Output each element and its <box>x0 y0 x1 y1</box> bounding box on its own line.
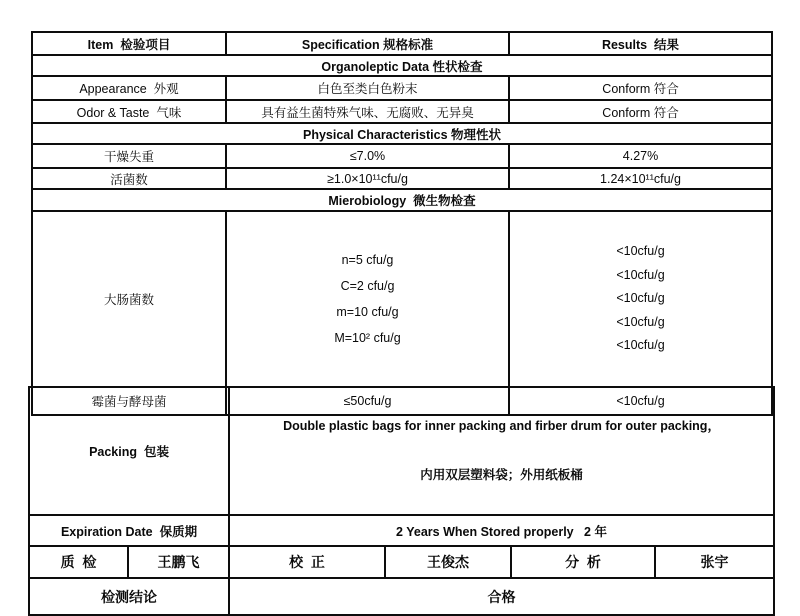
coliform-result-line: <10cfu/g <box>616 267 665 282</box>
row-coliform <box>32 211 772 387</box>
header-results: Results 结果 <box>509 32 772 55</box>
conclusion-value: 合格 <box>229 578 774 615</box>
expiration-label: Expiration Date 保质期 <box>29 515 229 546</box>
appearance-result: Conform 符合 <box>509 76 772 100</box>
expiration-value: 2 Years When Stored properly 2 年 <box>229 515 774 546</box>
coliform-spec-line: C=2 cfu/g <box>340 278 395 293</box>
section-physical-title: Physical Characteristics 物理性状 <box>32 123 772 144</box>
header-specification: Specification 规格标准 <box>226 32 509 55</box>
coliform-spec-line: M=10² cfu/g <box>334 330 401 345</box>
viable-count-result: 1.24×10¹¹cfu/g <box>509 168 772 189</box>
signature-name-proofread: 王俊杰 <box>385 546 511 578</box>
section-microbiology-title: Mierobiology 微生物检查 <box>32 189 772 211</box>
section-organoleptic-row <box>32 55 772 76</box>
signature-name-qc: 王鹏飞 <box>128 546 229 578</box>
packing-value-line2: 内用双层塑料袋；外用纸板桶 <box>420 468 583 482</box>
info-table <box>28 386 775 616</box>
row-appearance <box>32 76 772 100</box>
row-viable-count <box>32 168 772 189</box>
section-microbiology-row <box>32 189 772 211</box>
coliform-spec-line: n=5 cfu/g <box>341 252 394 267</box>
section-physical-row <box>32 123 772 144</box>
packing-value-line1: Double plastic bags for inner packing and firber drum for outer packing， <box>283 419 720 433</box>
coliform-result-line: <10cfu/g <box>616 338 665 352</box>
mold-yeast-result: <10cfu/g <box>509 387 772 415</box>
mold-yeast-spec: ≤50cfu/g <box>226 387 509 415</box>
odor-taste-spec: 具有益生菌特殊气味、无腐败、无异臭 <box>226 100 509 123</box>
mold-yeast-item: 霉菌与酵母菌 <box>32 387 226 415</box>
row-conclusion <box>29 578 774 615</box>
table-header-row <box>32 32 772 55</box>
coliform-result-line: <10cfu/g <box>616 244 665 258</box>
coliform-result <box>509 211 772 387</box>
odor-taste-result: Conform 符合 <box>509 100 772 123</box>
viable-count-item: 活菌数 <box>32 168 226 189</box>
odor-taste-item: Odor & Taste 气味 <box>32 100 226 123</box>
section-organoleptic-title: Organoleptic Data 性状检查 <box>32 55 772 76</box>
coliform-spec-lines <box>231 247 504 351</box>
conclusion-label: 检测结论 <box>29 578 229 615</box>
row-signatures <box>29 546 774 578</box>
signature-role-proofread: 校 正 <box>229 546 385 578</box>
signature-role-qc: 质 检 <box>29 546 128 578</box>
inspection-table <box>31 31 773 416</box>
appearance-spec: 白色至类白色粉末 <box>226 76 509 100</box>
packing-value <box>229 387 774 515</box>
packing-label: Packing 包装 <box>29 387 229 515</box>
loss-on-drying-result: 4.27% <box>509 144 772 168</box>
coliform-spec-line: m=10 cfu/g <box>336 304 399 319</box>
row-expiration <box>29 515 774 546</box>
coliform-spec <box>226 211 509 387</box>
coliform-result-line: <10cfu/g <box>616 314 665 329</box>
row-odor-taste <box>32 100 772 123</box>
coliform-item: 大肠菌数 <box>32 211 226 387</box>
loss-on-drying-item: 干燥失重 <box>32 144 226 168</box>
signature-role-analysis: 分 析 <box>511 546 655 578</box>
signature-name-analysis: 张宇 <box>655 546 774 578</box>
header-item: Item 检验项目 <box>32 32 226 55</box>
row-loss-on-drying <box>32 144 772 168</box>
loss-on-drying-spec: ≤7.0% <box>226 144 509 168</box>
viable-count-spec: ≥1.0×10¹¹cfu/g <box>226 168 509 189</box>
row-packing <box>29 387 774 515</box>
coliform-result-line: <10cfu/g <box>616 291 665 305</box>
appearance-item: Appearance 外观 <box>32 76 226 100</box>
coliform-result-lines <box>514 240 767 358</box>
